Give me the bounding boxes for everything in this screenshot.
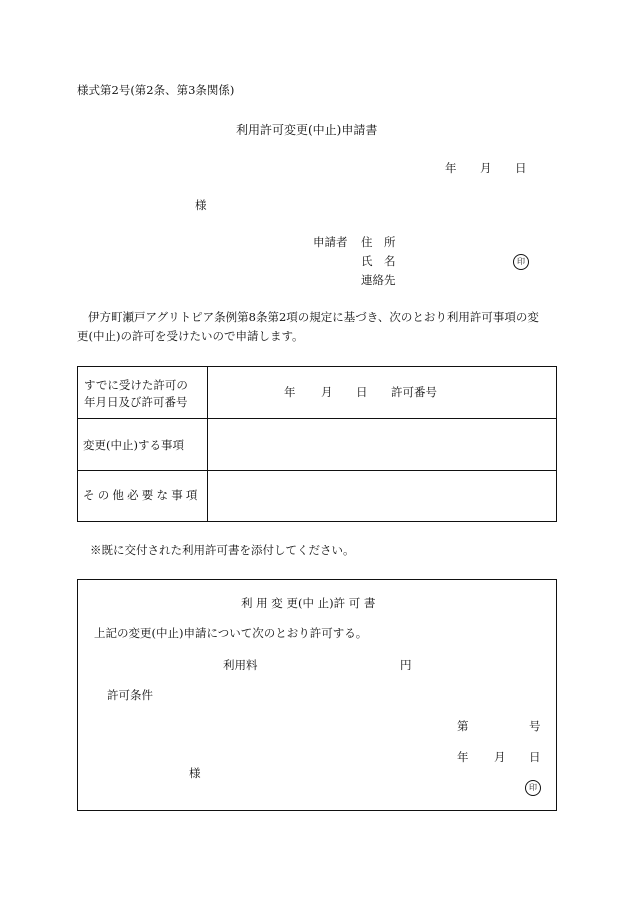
row1-label [84, 377, 188, 411]
permit-date-day: 日 [529, 750, 541, 764]
form-number: 様式第2号(第2条、第3条関係) [77, 83, 235, 97]
permit-addressee-suffix: 様 [189, 766, 201, 780]
fee-unit: 円 [400, 658, 412, 672]
permit-title: 利 用 変 更(中 止)許 可 書 [241, 596, 376, 610]
row2-value-field[interactable] [208, 419, 556, 470]
permit-date-year: 年 [457, 750, 469, 764]
permit-number-suffix: 号 [529, 719, 541, 733]
application-table [77, 366, 557, 522]
applicant-name-label: 氏 名 [361, 254, 396, 268]
page-title: 利用許可変更(中止)申請書 [236, 123, 378, 137]
row1-year: 年 [284, 385, 296, 399]
body-line-1: 伊方町瀬戸アグリトピア条例第8条第2項の規定に基づき、次のとおり利用許可事項の変 [88, 310, 539, 324]
permit-seal-icon [525, 780, 541, 796]
body-line-2: 更(中止)の許可を受けたいので申請します。 [77, 329, 304, 343]
permit-box [77, 579, 557, 811]
permit-seal-mark: 印 [525, 780, 541, 796]
applicant-contact-label: 連絡先 [361, 273, 396, 287]
permit-number-prefix: 第 [457, 719, 469, 733]
row2-label: 変更(中止)する事項 [83, 438, 184, 452]
row1-label-line2: 年月日及び許可番号 [84, 395, 188, 409]
row3-value-field[interactable] [208, 471, 556, 522]
applicant-address-label: 住 所 [361, 235, 396, 249]
row1-month: 月 [321, 385, 333, 399]
row3-label: その他必要な事項 [83, 488, 201, 502]
seal-mark: 印 [513, 254, 529, 270]
attachment-note: ※既に交付された利用許可書を添付してください。 [90, 543, 355, 557]
row1-value-field[interactable] [208, 371, 556, 415]
date-month: 月 [480, 161, 492, 175]
addressee-suffix: 様 [195, 198, 207, 212]
date-year: 年 [445, 161, 457, 175]
applicant-label: 申請者 [313, 235, 348, 249]
conditions-label: 許可条件 [107, 688, 153, 702]
table-row-3 [78, 470, 556, 522]
row1-label-line1: すでに受けた許可の [84, 378, 188, 392]
date-day: 日 [515, 161, 527, 175]
row1-permit-number-label: 許可番号 [391, 385, 437, 399]
row1-day: 日 [356, 385, 368, 399]
table-row-2 [78, 418, 556, 471]
seal-icon [513, 254, 529, 270]
permit-statement: 上記の変更(中止)申請について次のとおり許可する。 [94, 626, 368, 640]
fee-label: 利用料 [223, 658, 258, 672]
permit-date-month: 月 [494, 750, 506, 764]
